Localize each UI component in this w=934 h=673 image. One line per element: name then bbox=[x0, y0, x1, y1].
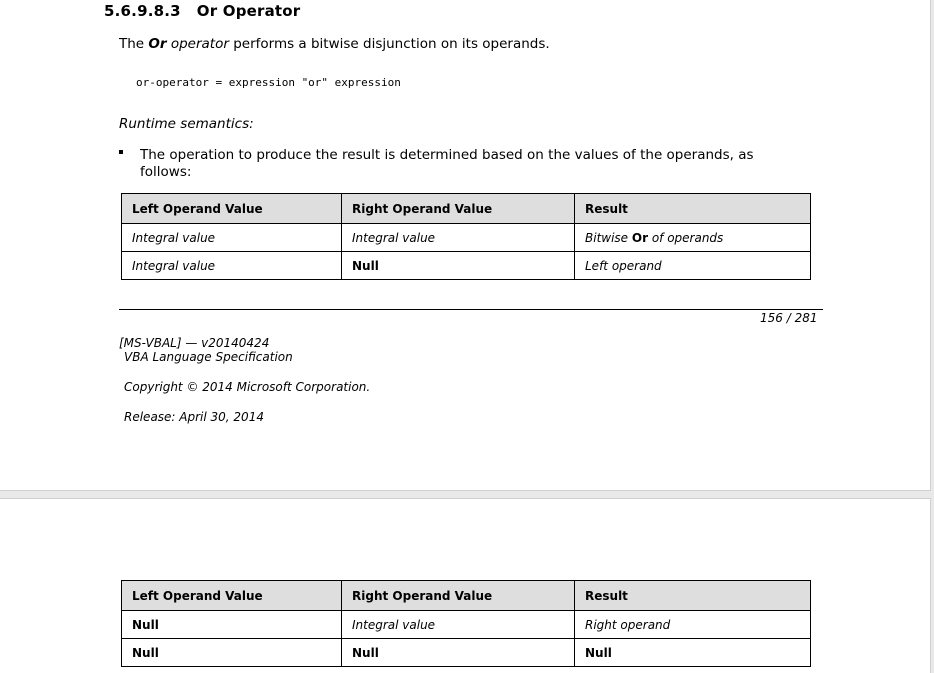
intro-operator-name: Or bbox=[148, 36, 167, 52]
section-heading bbox=[104, 2, 300, 20]
intro-operator-word: operator bbox=[166, 36, 229, 52]
cell-left-operand: Null bbox=[122, 611, 342, 639]
bullet-marker bbox=[119, 150, 123, 154]
cell-result: Right operand bbox=[575, 611, 811, 639]
header-right-operand: Right Operand Value bbox=[342, 581, 575, 611]
or-operator-table bbox=[121, 193, 811, 280]
footer-doc-id: [MS-VBAL] — v20140424 bbox=[119, 336, 270, 350]
cell-result bbox=[575, 224, 811, 252]
table-row bbox=[122, 224, 811, 252]
table-row bbox=[122, 252, 811, 280]
table-row bbox=[122, 639, 811, 667]
section-title: Or Operator bbox=[196, 2, 301, 20]
result-text-after: of operands bbox=[648, 230, 724, 245]
table-row bbox=[122, 611, 811, 639]
runtime-semantics-heading: Runtime semantics: bbox=[119, 116, 254, 132]
footer-copyright: Copyright © 2014 Microsoft Corporation. bbox=[124, 380, 371, 394]
header-left-operand: Left Operand Value bbox=[122, 194, 342, 224]
footer-divider bbox=[119, 309, 823, 310]
header-left-operand: Left Operand Value bbox=[122, 581, 342, 611]
cell-right-operand: Null bbox=[342, 252, 575, 280]
document-page-157 bbox=[0, 498, 931, 673]
footer-doc-title: VBA Language Specification bbox=[124, 350, 293, 364]
cell-right-operand: Null bbox=[342, 639, 575, 667]
cell-left-operand: Integral value bbox=[122, 224, 342, 252]
cell-left-operand: Integral value bbox=[122, 252, 342, 280]
table-header-row bbox=[122, 581, 811, 611]
cell-result: Null bbox=[575, 639, 811, 667]
cell-right-operand: Integral value bbox=[342, 611, 575, 639]
header-result: Result bbox=[575, 194, 811, 224]
result-text-strong: Or bbox=[631, 230, 648, 245]
cell-left-operand: Null bbox=[122, 639, 342, 667]
bullet-item: The operation to produce the result is determined based on the values of the operands, as follows: bbox=[140, 147, 754, 180]
header-result: Result bbox=[575, 581, 811, 611]
intro-prefix: The bbox=[119, 36, 149, 52]
cell-result: Left operand bbox=[575, 252, 811, 280]
intro-suffix: performs a bitwise disjunction on its operands. bbox=[228, 36, 550, 52]
or-operator-table-continued bbox=[121, 580, 811, 667]
table-header-row bbox=[122, 194, 811, 224]
section-number: 5.6.9.8.3 bbox=[104, 2, 181, 20]
footer-release: Release: April 30, 2014 bbox=[124, 410, 264, 424]
grammar-rule: or-operator = expression "or" expression bbox=[136, 76, 401, 89]
result-text-before: Bitwise bbox=[585, 230, 632, 245]
page-number: 156 / 281 bbox=[760, 311, 818, 325]
cell-right-operand: Integral value bbox=[342, 224, 575, 252]
intro-paragraph bbox=[119, 36, 550, 52]
header-right-operand: Right Operand Value bbox=[342, 194, 575, 224]
